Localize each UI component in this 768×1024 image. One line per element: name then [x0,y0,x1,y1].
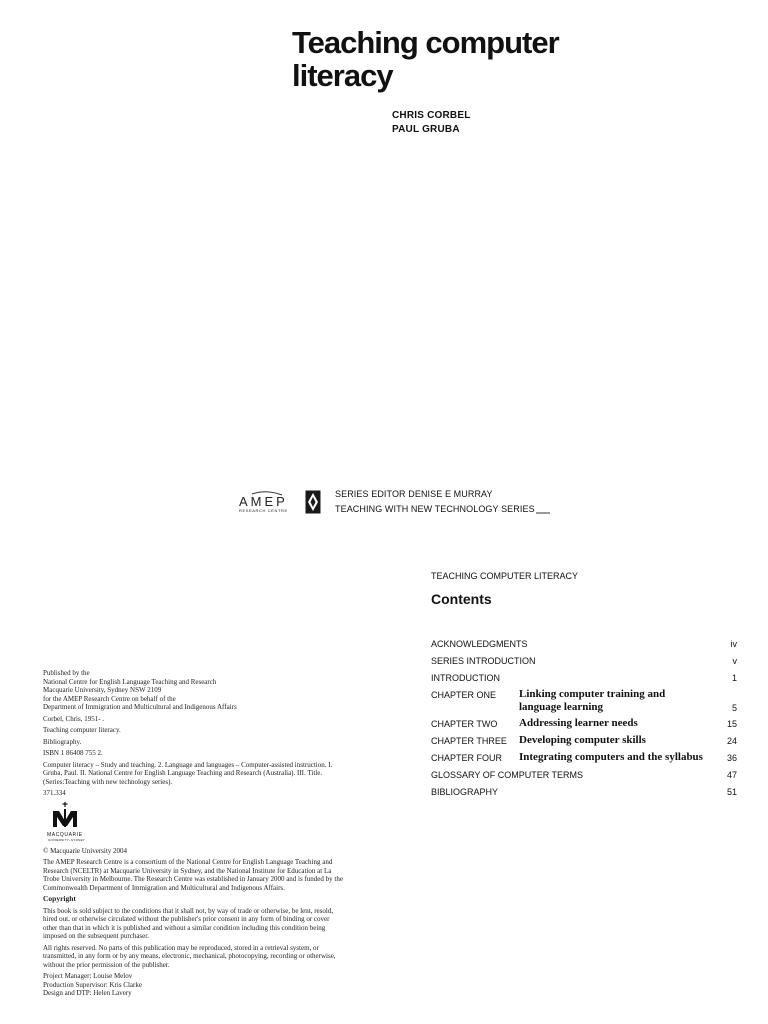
author-name: CHRIS CORBEL [392,110,471,121]
toc-page-number: 36 [726,753,737,763]
cataloguing-line: Bibliography. [43,737,82,746]
toc-entry [431,787,737,804]
macquarie-logo-name: MACQUARIE [47,831,83,838]
toc-label: ACKNOWLEDGMENTS [431,639,528,649]
credit-line: Production Supervisor: Kris Clarke [43,980,142,989]
toc-page-number: 15 [726,719,737,729]
toc-chapter-title: Developing computer skills [519,734,646,746]
publisher-block [43,669,343,712]
toc-label: CHAPTER THREE [431,736,507,746]
author-name: PAUL GRUBA [392,124,460,135]
copyright-notice: © Macquarie University 2004 [43,846,128,855]
amep-logo-subtext: RESEARCH CENTRE [239,508,288,513]
toc-page-number: 5 [731,703,737,713]
toc-entry [431,656,737,673]
table-of-contents [431,639,737,804]
publisher-line: Published by the [43,669,90,677]
toc-page-number: v [732,656,737,666]
toc-label: INTRODUCTION [431,673,500,683]
toc-entry [431,639,737,656]
toc-label: BIBLIOGRAPHY [431,787,499,797]
toc-page-number: 51 [726,787,737,797]
macquarie-logo [45,801,85,843]
credits [43,972,343,998]
toc-chapter-title: Linking computer training and language learning [519,688,666,713]
toc-label: CHAPTER FOUR [431,753,503,763]
copyright-heading: Copyright [43,894,76,903]
dewey-number: 371.334 [43,789,66,797]
imprint-page [43,669,343,998]
toc-entry [431,770,737,787]
credit-line: Design and DTP: Helen Lavery [43,989,132,997]
toc-page-number: 24 [726,736,737,746]
toc-label: SERIES INTRODUCTION [431,656,536,666]
subject-headings: Computer literacy – Study and teaching. 2. Language and languages – Computer-assisted instruction. I. Gruba, Paul. II. National Centre for English Language Teaching and Research (Australia). III. Title. (Series:Teaching with new technology series). [43,760,333,786]
isbn: ISBN 1 86408 755 2. [43,749,103,757]
cataloguing-line: Teaching computer literacy. [43,726,121,734]
consortium-text: The AMEP Research Centre is a consortium of the National Centre for English Language Teaching and Research (NCELTR) at Macquarie University in Sydney, and the National Institute for Education at La Trobe University in Melbourne. The Research Centre was established in January 2000 and is funded by the Commonwealth Department of Immigration and Multicultural and Indigenous Affairs. [43,858,343,892]
toc-chapter-title: Integrating computers and the syllabus [519,751,703,763]
series-rule [536,512,550,514]
toc-page-number: 1 [731,673,737,683]
amep-research-centre-logo [236,491,288,515]
series-diamond-logo [305,490,321,514]
credit-line: Project Manager: Louise Melov [43,972,133,980]
copyright-text: This book is sold subject to the conditions that it shall not, by way of trade or otherwise, be lent, resold, hired out, or otherwise circulated without the publisher's prior consent in any form of binding or cover other than that in which it is published and without a similar condition including this condition being imposed on the subsequent purchaser. [43,906,334,940]
toc-entry [431,690,737,719]
toc-label: CHAPTER TWO [431,719,498,729]
toc-chapter-title: Addressing learner needs [519,717,638,729]
toc-entry [431,753,737,770]
amep-logo-text: AMEP [239,494,288,509]
rights-text: All rights reserved. No parts of this publication may be reproduced, stored in a retrieval system, or transmitted, in any form or by any means, electronic, mechanical, photocopying, recording or otherwise, without the prior permission of the publisher. [43,943,336,969]
contents-heading: Contents [431,591,492,607]
publisher-line: Department of Immigration and Multicultural and Indigenous Affairs [43,703,237,711]
running-head: TEACHING COMPUTER LITERACY [431,571,579,581]
toc-label: CHAPTER ONE [431,690,497,700]
publisher-line: National Centre for English Language Teaching and Research [43,677,217,686]
macquarie-logo-subtext: UNIVERSITY~SYDNEY [48,837,85,842]
publisher-line: for the AMEP Research Centre on behalf of the [43,694,176,703]
publisher-line: Macquarie University, Sydney NSW 2109 [43,686,162,694]
cataloguing-line: Corbel, Chris, 1951- . [43,714,105,723]
toc-label: GLOSSARY OF COMPUTER TERMS [431,770,584,780]
book-title: Teaching computer literacy [292,25,559,93]
series-name: TEACHING WITH NEW TECHNOLOGY SERIES [335,504,535,514]
toc-page-number: 47 [726,770,737,780]
series-editor: SERIES EDITOR DENISE E MURRAY [335,489,493,499]
toc-page-number: iv [730,639,737,649]
